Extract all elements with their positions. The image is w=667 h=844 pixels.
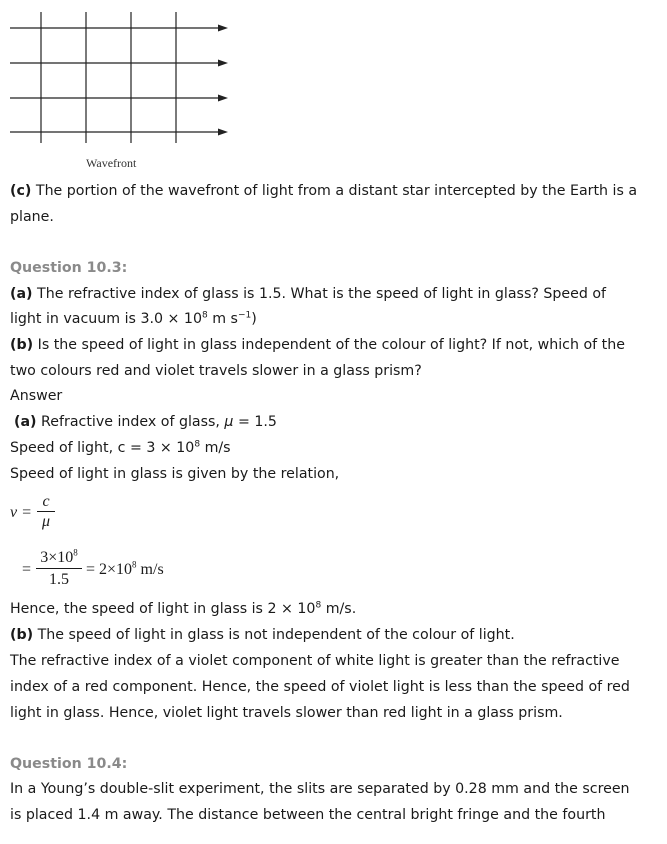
arrow-head-icon	[218, 25, 228, 32]
mu-symbol: μ	[224, 414, 234, 430]
fraction-numerator: c	[42, 493, 50, 510]
part-label: (a)	[14, 414, 37, 430]
question-text: Is the speed of light in glass independent of the colour of light? If not, which of the	[33, 337, 625, 353]
c-part-line-1	[10, 182, 637, 200]
q103-b-line-1	[10, 336, 625, 354]
answer-b-line	[10, 626, 515, 644]
fraction-denominator: 1.5	[36, 568, 82, 591]
result-text: m/s	[136, 561, 164, 578]
q104-line-2: is placed 1.4 m away. The distance between the central bright fringe and the fourth	[10, 807, 606, 823]
answer-text: Hence, the speed of light in glass is 2 × 10	[10, 601, 316, 617]
speed-line	[10, 439, 231, 457]
exponent: 8	[73, 547, 78, 558]
question-text: light in vacuum is 3.0 × 10	[10, 311, 202, 327]
question-text: m s	[207, 311, 238, 327]
q104-line-1: In a Young’s double-slit experiment, the slits are separated by 0.28 mm and the screen	[10, 781, 630, 797]
exponent: −1	[237, 310, 252, 321]
answer-label: Answer	[10, 388, 63, 404]
q103-b-line-2: two colours red and violet travels slower in a glass prism?	[10, 363, 422, 379]
answer-a-line	[14, 413, 277, 431]
part-label: (a)	[10, 286, 33, 302]
answer-text: Speed of light, c = 3 × 10	[10, 440, 195, 456]
question-heading: Question 10.3:	[10, 260, 128, 276]
equation-lhs: v =	[10, 504, 32, 521]
answer-text: Refractive index of glass,	[36, 414, 225, 430]
answer-text: m/s.	[321, 601, 357, 617]
hence-line	[10, 600, 356, 618]
fraction-numerator	[36, 548, 82, 568]
wavefront-diagram	[0, 0, 240, 150]
equals-sign: =	[22, 561, 32, 578]
question-text: )	[251, 311, 257, 327]
question-heading: Question 10.4:	[10, 756, 128, 772]
result-text: = 2×10	[86, 561, 133, 578]
arrow-head-icon	[218, 95, 228, 102]
c-part-line-2: plane.	[10, 209, 54, 225]
arrow-head-icon	[218, 60, 228, 67]
explanation-line-1: The refractive index of a violet component of white light is greater than the refractive	[10, 653, 620, 669]
arrow-head-icon	[218, 129, 228, 136]
c-part-text: The portion of the wavefront of light from a distant star intercepted by the Earth is a	[31, 183, 638, 199]
part-label: (c)	[10, 183, 32, 199]
explanation-line-3: light in glass. Hence, violet light travels slower than red light in a glass prism.	[10, 705, 563, 721]
fraction-value	[36, 548, 82, 591]
question-text: The refractive index of glass is 1.5. What is the speed of light in glass? Speed of	[32, 286, 607, 302]
answer-text: m/s	[200, 440, 231, 456]
figure-caption: Wavefront	[86, 156, 137, 170]
exponent: 8	[315, 600, 322, 611]
part-label: (b)	[10, 337, 34, 353]
q103-a-line-1	[10, 285, 606, 303]
part-label: (b)	[10, 627, 34, 643]
equation-result	[86, 561, 164, 579]
answer-text: = 1.5	[233, 414, 277, 430]
fraction-c-over-mu	[37, 493, 55, 532]
exponent: 8	[201, 310, 208, 321]
q103-a-line-2	[10, 310, 257, 328]
fraction-denominator: μ	[37, 511, 55, 532]
exponent: 8	[194, 439, 201, 450]
relation-line: Speed of light in glass is given by the relation,	[10, 466, 340, 482]
answer-text: The speed of light in glass is not independent of the colour of light.	[33, 627, 515, 643]
exponent: 8	[132, 559, 137, 570]
explanation-line-2: index of a red component. Hence, the speed of violet light is less than the speed of red	[10, 679, 630, 695]
numerator-text: 3×10	[40, 549, 74, 566]
